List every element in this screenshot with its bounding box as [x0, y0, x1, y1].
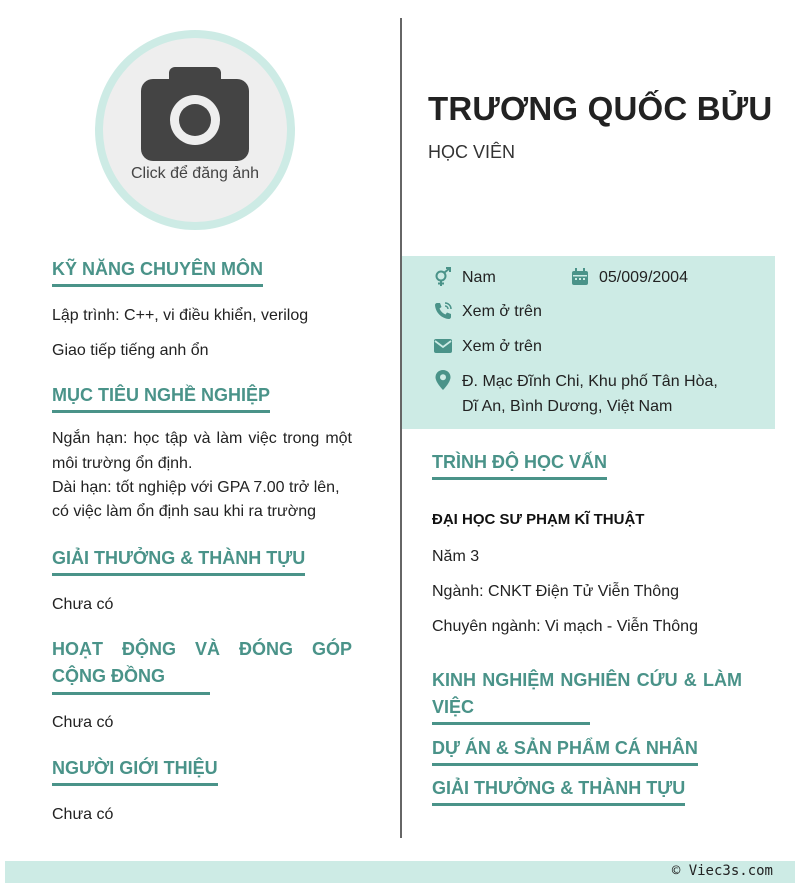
- left-awards-content: Chưa có: [52, 596, 114, 613]
- camera-icon: [141, 67, 249, 161]
- phone-icon: [432, 300, 454, 322]
- right-awards-title: GIẢI THƯỞNG & THÀNH TỰU: [432, 775, 685, 806]
- skill-item: Lập trình: C++, vi điều khiển, verilog: [52, 307, 309, 324]
- goals-title: MỤC TIÊU NGHỀ NGHIỆP: [52, 382, 270, 413]
- skills-title: KỸ NĂNG CHUYÊN MÔN: [52, 256, 263, 287]
- avatar-caption[interactable]: Click để đăng ảnh: [130, 165, 260, 182]
- address-line-1: Đ. Mạc Đĩnh Chi, Khu phố Tân Hòa,: [462, 373, 718, 390]
- email-value: Xem ở trên: [462, 338, 542, 355]
- calendar-icon: [569, 266, 591, 288]
- phone-row: [432, 300, 542, 324]
- projects-title: DỰ ÁN & SẢN PHẨM CÁ NHÂN: [432, 735, 698, 766]
- email-row: [432, 335, 542, 359]
- projects-section: [432, 735, 752, 766]
- email-icon: [432, 335, 454, 357]
- gender-value: Nam: [462, 269, 496, 286]
- gender-row: [432, 266, 496, 290]
- contact-box: [402, 256, 775, 429]
- left-column: [52, 256, 352, 827]
- left-awards-title: GIẢI THƯỞNG & THÀNH TỰU: [52, 545, 305, 576]
- experience-title-underline: [432, 722, 590, 725]
- address-row: [432, 369, 718, 419]
- experience-section: [432, 667, 742, 725]
- goal-short-term: Ngắn hạn: học tập và làm việc trong một môi trường ổn định.: [52, 430, 352, 472]
- education-section: [432, 449, 752, 639]
- education-specialization: Chuyên ngành: Vi mạch - Viễn Thông: [432, 618, 698, 635]
- activities-content: Chưa có: [52, 714, 114, 731]
- footer-credit[interactable]: © Viec3s.com: [671, 863, 773, 879]
- phone-value: Xem ở trên: [462, 303, 542, 320]
- avatar-upload[interactable]: [95, 30, 295, 230]
- experience-title: KINH NGHIỆM NGHIÊN CỨU & LÀM VIỆC: [432, 670, 742, 717]
- birthdate-row: [569, 266, 688, 290]
- avatar[interactable]: [103, 38, 287, 222]
- education-title: TRÌNH ĐỘ HỌC VẤN: [432, 449, 607, 480]
- gender-icon: [432, 266, 454, 288]
- activities-title: HOẠT ĐỘNG VÀ ĐÓNG GÓP CỘNG ĐỒNG: [52, 639, 352, 686]
- education-year: Năm 3: [432, 548, 480, 565]
- candidate-name: TRƯƠNG QUỐC BỬU: [428, 90, 773, 127]
- referrer-content: Chưa có: [52, 806, 114, 823]
- school-name: ĐẠI HỌC SƯ PHẠM KĨ THUẬT: [432, 511, 645, 528]
- skill-item: Giao tiếp tiếng anh ổn: [52, 342, 209, 359]
- referrer-title: NGƯỜI GIỚI THIỆU: [52, 755, 218, 786]
- candidate-role: HỌC VIÊN: [428, 142, 516, 162]
- footer-bar: [5, 861, 795, 883]
- birthdate-value: 05/009/2004: [599, 269, 688, 286]
- education-major: Ngành: CNKT Điện Tử Viễn Thông: [432, 583, 679, 600]
- address-line-2: Dĩ An, Bình Dương, Việt Nam: [462, 398, 673, 415]
- location-pin-icon: [432, 369, 454, 391]
- right-awards-section: [432, 775, 752, 806]
- goal-long-term: Dài hạn: tốt nghiệp với GPA 7.00 trở lên, có việc làm ổn định sau khi ra trường: [52, 479, 340, 520]
